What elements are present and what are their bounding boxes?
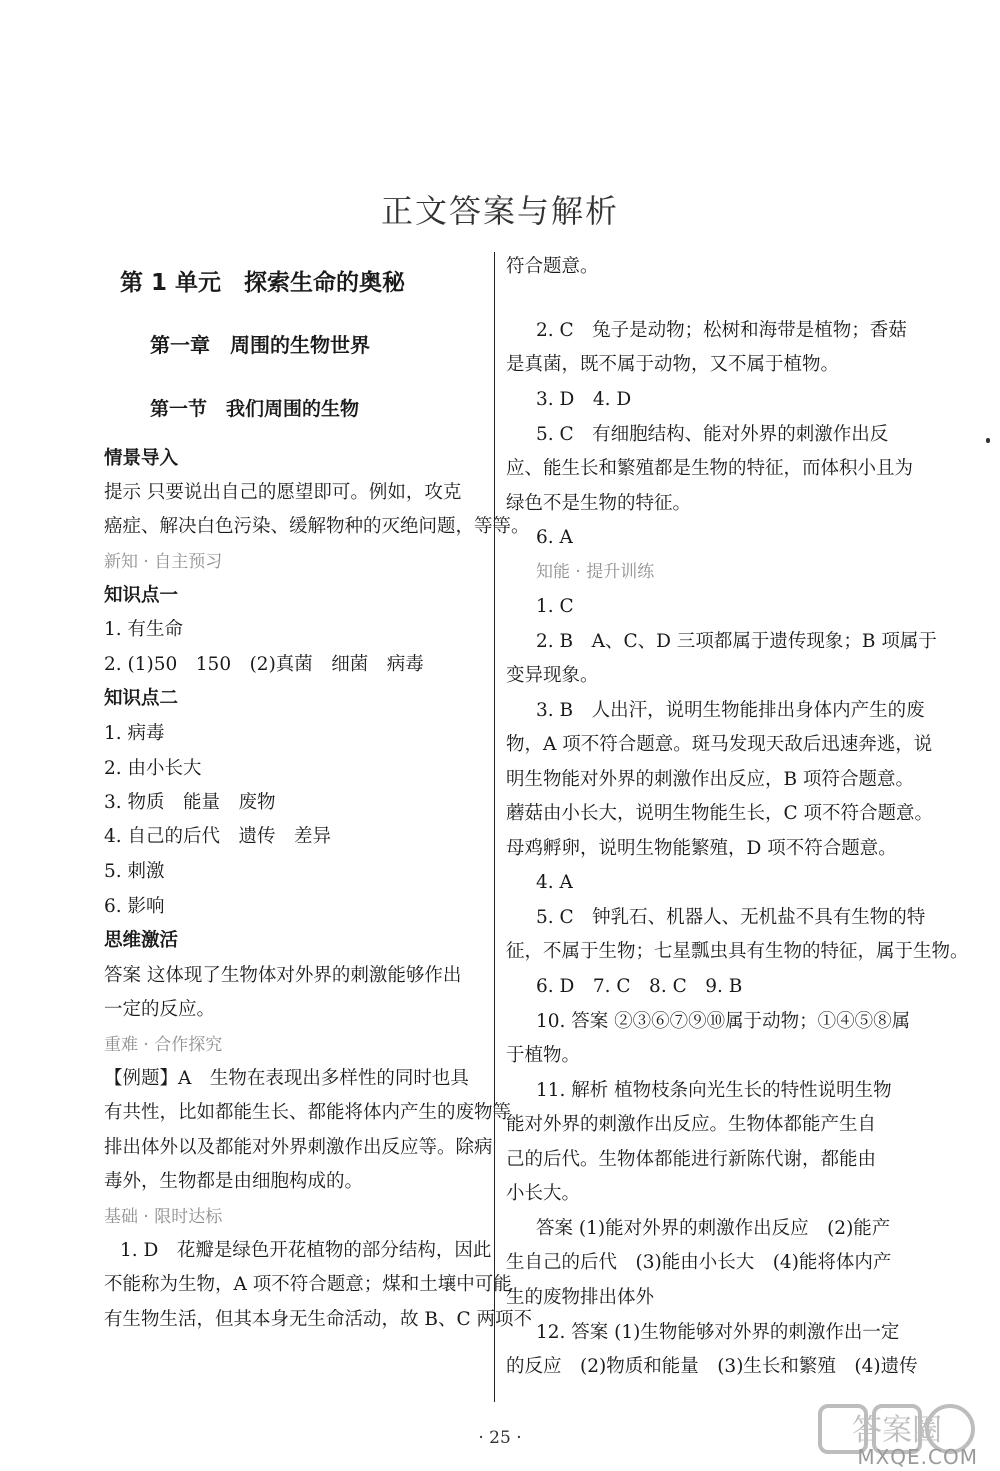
right-column-line: 1. C	[536, 596, 574, 617]
right-column-line: 能对外界的刺激作出反应。生物体都能产生自	[506, 1114, 877, 1135]
left-column-line: 1. 病毒	[104, 723, 165, 744]
left-column-line: 2. 由小长大	[104, 758, 202, 779]
left-column-line: 1. D 花瓣是绿色开花植物的部分结构，因此	[120, 1240, 492, 1261]
page-title: 正文答案与解析	[380, 192, 619, 230]
right-column-line: 11. 解析 植物枝条向光生长的特性说明生物	[536, 1080, 892, 1101]
left-column-line: 2. (1)50 150 (2)真菌 细菌 病毒	[104, 654, 424, 675]
right-column-line: 符合题意。	[506, 256, 599, 277]
right-column-line: 明生物能对外界的刺激作出反应，B 项符合题意。	[506, 769, 914, 790]
right-column-line: 2. B A、C、D 三项都属于遗传现象；B 项属于	[536, 631, 937, 652]
left-column-line: 第 1 单元 探索生命的奥秘	[120, 270, 406, 296]
right-column-line: 3. B 人出汗，说明生物能排出身体内产生的废	[536, 700, 925, 721]
left-column-line: 重难 · 合作探究	[104, 1035, 223, 1055]
right-column-line: 绿色不是生物的特征。	[506, 493, 692, 514]
edge-mark	[986, 438, 990, 443]
right-column-line: 12. 答案 (1)生物能够对外界的刺激作出一定	[536, 1322, 900, 1343]
column-divider	[494, 252, 495, 1402]
watermark-url: MXQE.COM	[857, 1445, 978, 1469]
left-column-line: 排出体外以及都能对外界刺激作出反应等。除病	[104, 1137, 493, 1158]
left-column-line: 1. 有生命	[104, 619, 184, 640]
left-column-line: 6. 影响	[104, 896, 165, 917]
left-column-line: 4. 自己的后代 遗传 差异	[104, 826, 332, 847]
right-column-line: 小长大。	[506, 1183, 581, 1204]
right-column-line: 己的后代。生物体都能进行新陈代谢，都能由	[506, 1149, 877, 1170]
right-column-line: 答案 (1)能对外界的刺激作出反应 (2)能产	[536, 1218, 891, 1239]
left-column-line: 第一章 周围的生物世界	[150, 333, 370, 357]
left-column-line: 情景导入	[104, 448, 179, 469]
watermark-logo-text: 答案圈	[852, 1413, 942, 1448]
right-column-line: 征，不属于生物；七星瓢虫具有生物的特征，属于生物。	[506, 941, 969, 962]
right-column-line: 3. D 4. D	[536, 389, 632, 410]
right-column-line: 6. A	[536, 527, 573, 548]
right-column-line: 蘑菇由小长大，说明生物能生长，C 项不符合题意。	[506, 803, 934, 824]
right-column-line: 是真菌，既不属于动物，又不属于植物。	[506, 354, 840, 375]
right-column-line: 生的废物排出体外	[506, 1287, 655, 1308]
left-column-line: 思维激活	[104, 930, 179, 951]
right-column-line: 母鸡孵卵，说明生物能繁殖，D 项不符合题意。	[506, 838, 897, 859]
left-column-line: 第一节 我们周围的生物	[150, 398, 360, 420]
left-column-line: 3. 物质 能量 废物	[104, 792, 276, 813]
right-column-line: 5. C 有细胞结构、能对外界的刺激作出反	[536, 424, 889, 445]
left-column-line: 基础 · 限时达标	[104, 1207, 223, 1227]
left-column-line: 提示 只要说出自己的愿望即可。例如，攻克	[104, 482, 462, 503]
right-column-line: 6. D 7. C 8. C 9. B	[536, 976, 743, 997]
left-column-line: 答案 这体现了生物体对外界的刺激能够作出	[104, 965, 462, 986]
left-column-line: 5. 刺激	[104, 861, 165, 882]
left-column-line: 知识点一	[104, 585, 179, 606]
right-column-line: 知能 · 提升训练	[536, 562, 655, 582]
right-column-line: 4. A	[536, 872, 573, 893]
right-column-line: 物，A 项不符合题意。斑马发现天敌后迅速奔逃，说	[506, 734, 933, 755]
right-column-line: 生自己的后代 (3)能由小长大 (4)能将体内产	[506, 1252, 892, 1273]
left-column-line: 有生物生活，但其本身无生命活动，故 B、C 两项不	[104, 1309, 533, 1330]
left-column-line: 有共性，比如都能生长、都能将体内产生的废物等	[104, 1102, 512, 1123]
left-column-line: 【例题】A 生物在表现出多样性的同时也具	[104, 1068, 469, 1089]
right-column-line: 的反应 (2)物质和能量 (3)生长和繁殖 (4)遗传	[506, 1356, 918, 1377]
left-column-line: 新知 · 自主预习	[104, 552, 223, 572]
right-column-line: 变异现象。	[506, 665, 599, 686]
left-column-line: 毒外，生物都是由细胞构成的。	[104, 1171, 364, 1192]
right-column-line: 应、能生长和繁殖都是生物的特征，而体积小且为	[506, 458, 914, 479]
left-column-line: 知识点二	[104, 688, 179, 709]
right-column-line: 2. C 兔子是动物；松树和海带是植物；香菇	[536, 320, 907, 341]
page-number: · 25 ·	[478, 1428, 522, 1448]
left-column-line: 不能称为生物，A 项不符合题意；煤和土壤中可能	[104, 1274, 512, 1295]
right-column-line: 5. C 钟乳石、机器人、无机盐不具有生物的特	[536, 907, 926, 928]
right-column-line: 于植物。	[506, 1045, 581, 1066]
right-column-line: 10. 答案 ②③⑥⑦⑨⑩属于动物；①④⑤⑧属	[536, 1011, 911, 1032]
left-column-line: 一定的反应。	[104, 999, 216, 1020]
left-column-line: 癌症、解决白色污染、缓解物种的灭绝问题，等等。	[104, 516, 530, 537]
